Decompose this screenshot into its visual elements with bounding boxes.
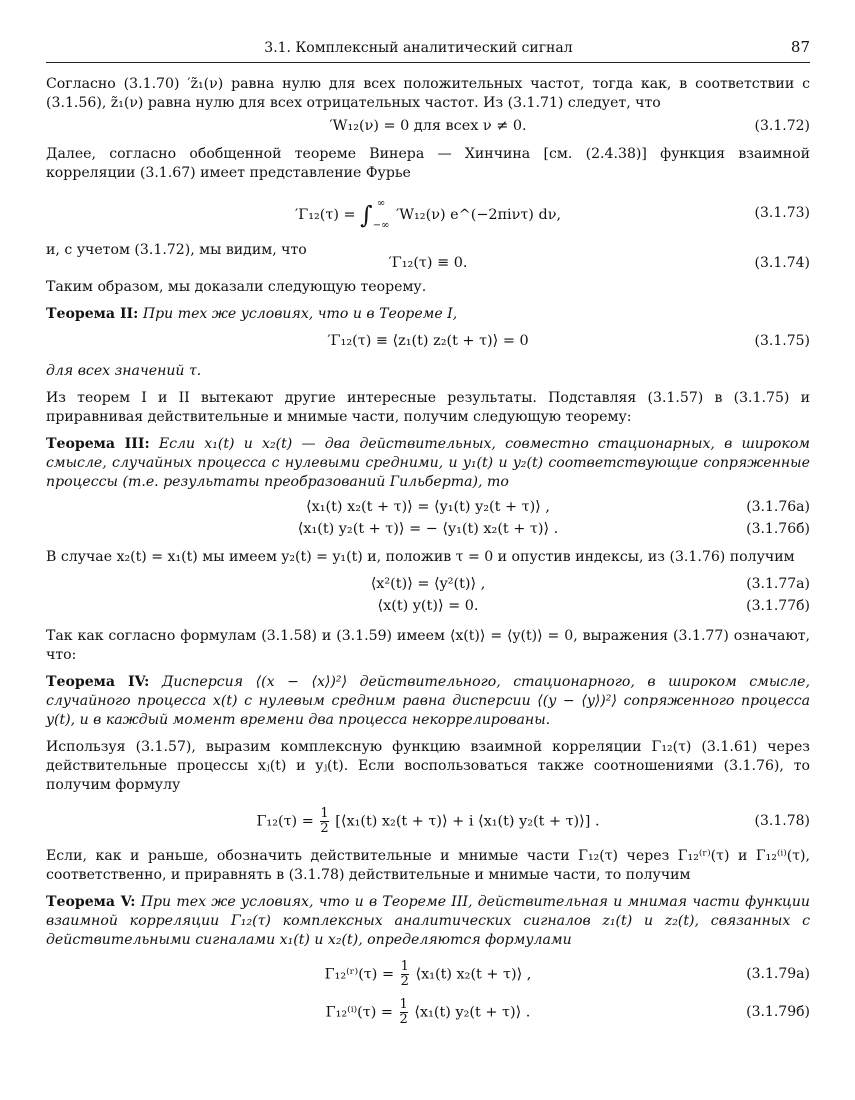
paragraph: и, с учетом (3.1.72), мы видим, что [46, 242, 307, 258]
fraction-numerator: 1 [400, 959, 409, 974]
running-head [46, 38, 810, 63]
equation-number: (3.1.75) [754, 333, 810, 349]
integral-limits [373, 193, 390, 237]
theorem-body: Если x₁(t) и x₂(t) — два действительных, совместно стационарных, в широком смысле, случайных процесса с нулевыми средними, и y₁(t) и y₂(t) соответствующие сопряженные процессы (т.е. результаты преобразований Гильберта), то [46, 436, 810, 490]
equation-3-1-78 [46, 795, 810, 847]
lower-limit: −∞ [372, 220, 390, 231]
paragraph: Согласно (3.1.70) ′z̃₁(ν) равна нулю для всех положительных частот, тогда как, в соответствии с (3.1.56), z̃₁(ν) равна нулю для всех отрицательных частот. Из (3.1.71) следует, что [46, 76, 810, 111]
theorem-body: При тех же условиях, что и в Теореме III, действительная и мнимая части функции взаимной корреляции Γ₁₂(τ) комплексных аналитических сигналов z₁(t) и z₂(t), связанных с действительными сигналами x₁(t) и x₂(t), определяются формулами [46, 894, 810, 948]
theorem-heading: Теорема V: [46, 894, 136, 910]
paragraph: Если, как и раньше, обозначить действительные и мнимые части Γ₁₂(τ) через Γ₁₂⁽ʳ⁾(τ) и Γ₁₂⁽ⁱ⁾(τ), соответственно, и приравнять в (3.1.78) действительные и мнимые части, то получим [46, 848, 810, 883]
equation-body: ⟨x₁(t) x₂(t + τ)⟩ = ⟨y₁(t) y₂(t + τ)⟩ , [306, 499, 550, 515]
equation-number: (3.1.74) [754, 255, 810, 271]
equation-number: (3.1.76а) [746, 499, 810, 515]
page-number: 87 [790, 38, 810, 56]
equation-body: ′W₁₂(ν) = 0 для всех ν ≠ 0. [329, 118, 527, 134]
theorem-heading: Теорема II: [46, 306, 139, 322]
equation-3-1-79b [46, 994, 810, 1038]
theorem-heading: Теорема III: [46, 436, 150, 452]
equation-rhs: ⟨x₁(t) x₂(t + τ)⟩ , [415, 966, 532, 983]
integral-sign: ∫ [360, 201, 373, 229]
section-title: 3.1. Комплексный аналитический сигнал [264, 40, 573, 56]
theorem-3 [46, 435, 810, 492]
equation-body: ′Γ₁₂(τ) ≡ ⟨z₁(t) z₂(t + τ)⟩ = 0 [327, 333, 529, 349]
equation-3-1-77b [46, 597, 810, 619]
equation-3-1-77a [46, 575, 810, 597]
equation-body [46, 193, 810, 237]
equation-3-1-76b [46, 520, 810, 542]
fraction-numerator: 1 [399, 997, 408, 1012]
paragraph: для всех значений τ. [46, 363, 202, 379]
equation-3-1-72 [46, 117, 810, 139]
theorem-body: При тех же условиях, что и в Теореме I, [142, 306, 458, 322]
theorem-2 [46, 305, 810, 324]
equation-number: (3.1.73) [754, 205, 810, 221]
paragraph: Используя (3.1.57), выразим комплексную функцию взаимной корреляции Γ₁₂(τ) (3.1.61) через действительные процессы xⱼ(t) и yⱼ(t). Если воспользоваться также соотношениями (3.1.76), то получим формулу [46, 739, 810, 793]
equation-number: (3.1.78) [754, 813, 810, 829]
equation-3-1-75 [46, 332, 810, 354]
theorem-body: Дисперсия ⟨(x − ⟨x⟩)²⟩ действительного, стационарного, в широком смысле, случайного процесса x(t) с нулевым средним равна дисперсии ⟨(y − ⟨y⟩)²⟩ сопряженного процесса y(t), и в каждый момент времени два процесса некоррелированы. [46, 674, 810, 728]
equation-3-1-74 [46, 254, 810, 276]
fraction-one-half [401, 960, 409, 989]
theorem-heading: Теорема IV: [46, 674, 150, 690]
fraction-denominator: 2 [399, 1012, 408, 1027]
equation-body [46, 998, 810, 1027]
fraction-denominator: 2 [400, 974, 409, 989]
equation-number: (3.1.76б) [746, 521, 810, 537]
equation-rhs: ⟨x₁(t) y₂(t + τ)⟩ . [414, 1004, 531, 1021]
page [46, 38, 810, 1038]
equation-rhs: [⟨x₁(t) x₂(t + τ)⟩ + i ⟨x₁(t) y₂(t + τ)⟩] . [335, 813, 600, 830]
fraction-numerator: 1 [320, 806, 329, 821]
equation-number: (3.1.72) [754, 118, 810, 134]
equation-number: (3.1.79б) [746, 1004, 810, 1020]
equation-lhs: Γ₁₂⁽ʳ⁾(τ) = [324, 966, 395, 983]
theorem-4 [46, 673, 810, 730]
paragraph: Так как согласно формулам (3.1.58) и (3.1.59) имеем ⟨x(t)⟩ = ⟨y(t)⟩ = 0, выражения (3.1.77) означают, что: [46, 628, 810, 663]
upper-limit: ∞ [376, 198, 386, 209]
paragraph: Далее, согласно обобщенной теореме Винера — Хинчина [см. (2.4.38)] функция взаимной корреляции (3.1.67) имеет представление Фурье [46, 146, 810, 181]
fraction-one-half [320, 807, 328, 836]
equation-lhs: Γ₁₂(τ) = [256, 813, 314, 830]
equation-body: ⟨x₁(t) y₂(t + τ)⟩ = − ⟨y₁(t) x₂(t + τ)⟩ . [297, 521, 559, 537]
equation-lhs: Γ₁₂⁽ⁱ⁾(τ) = [325, 1004, 393, 1021]
equation-body: ′Γ₁₂(τ) ≡ 0. [388, 255, 468, 271]
equation-number: (3.1.79а) [746, 966, 810, 982]
equation-rhs: ′W₁₂(ν) e^(−2πiντ) dν, [395, 207, 562, 223]
equation-number: (3.1.77б) [746, 598, 810, 614]
equation-3-1-79a [46, 950, 810, 994]
paragraph: В случае x₂(t) = x₁(t) мы имеем y₂(t) = y₁(t) и, положив τ = 0 и опустив индексы, из (3.1.76) получим [46, 549, 795, 565]
equation-number: (3.1.77а) [746, 576, 810, 592]
equation-body [46, 960, 810, 989]
equation-3-1-76a [46, 498, 810, 520]
theorem-5 [46, 893, 810, 950]
equation-lhs: ′Γ₁₂(τ) = [294, 207, 356, 223]
fraction-one-half [400, 998, 408, 1027]
paragraph: Из теорем I и II вытекают другие интересные результаты. Подставляя (3.1.57) в (3.1.75) и приравнивая действительные и мнимые части, получим следующую теорему: [46, 390, 810, 425]
equation-3-1-73 [46, 183, 810, 241]
paragraph: Таким образом, мы доказали следующую теорему. [46, 279, 427, 295]
equation-body: ⟨x(t) y(t)⟩ = 0. [377, 598, 479, 614]
equation-body: ⟨x²(t)⟩ = ⟨y²(t)⟩ , [370, 576, 486, 592]
equation-body [46, 807, 810, 836]
fraction-denominator: 2 [320, 821, 329, 836]
